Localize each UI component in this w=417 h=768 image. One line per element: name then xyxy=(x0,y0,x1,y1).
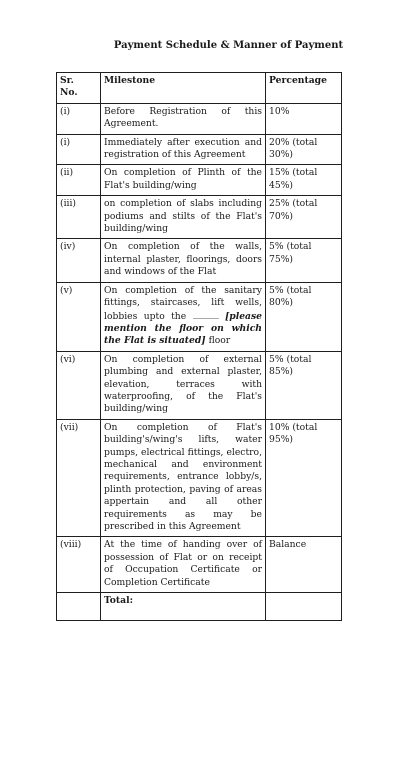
table-row xyxy=(57,537,342,593)
header-percentage: Percentage xyxy=(266,73,342,104)
row-milestone: On completion of external plumbing and external plaster, elevation, terraces with waterproofing, of the Flat's building/wing xyxy=(101,351,266,419)
row-sr: (vi) xyxy=(57,351,101,419)
row-milestone: On completion of the sanitary fittings, staircases, lift wells, lobbies upto the [please mention the floor on which the Flat is situated] floor xyxy=(101,282,266,351)
table-header-row xyxy=(57,73,342,104)
row-sr: (viii) xyxy=(57,537,101,593)
blank-line xyxy=(193,310,219,319)
row-sr: (iii) xyxy=(57,196,101,239)
row-percentage: Balance xyxy=(266,537,342,593)
row-sr: (i) xyxy=(57,134,101,165)
table-row xyxy=(57,239,342,282)
row-percentage: 5% (total 75%) xyxy=(266,239,342,282)
table-row xyxy=(57,351,342,419)
payment-schedule-table xyxy=(56,72,342,621)
row-milestone: Before Registration of this Agreement. xyxy=(101,103,266,134)
table-row xyxy=(57,282,342,351)
row-percentage: 15% (total 45%) xyxy=(266,165,342,196)
row-sr: (iv) xyxy=(57,239,101,282)
row-percentage: 20% (total 30%) xyxy=(266,134,342,165)
total-value-cell xyxy=(266,593,342,621)
row-sr: (ii) xyxy=(57,165,101,196)
total-label: Total: xyxy=(101,593,266,621)
table-row xyxy=(57,196,342,239)
total-row xyxy=(57,593,342,621)
row-percentage: 10% xyxy=(266,103,342,134)
row-percentage: 5% (total 80%) xyxy=(266,282,342,351)
row-milestone: On completion of Flat's building's/wing's lifts, water pumps, electrical fittings, electro, mechanical and environment requirements, entrance lobby/s, plinth protection, paving of areas appertain and all other requirements as may be prescribed in this Agreement xyxy=(101,419,266,537)
row-milestone: On completion of the walls, internal plaster, floorings, doors and windows of the Flat xyxy=(101,239,266,282)
placeholder-instruction: [please mention the floor on which the Flat is situated] xyxy=(104,310,263,347)
row-sr: (i) xyxy=(57,103,101,134)
row-percentage: 5% (total 85%) xyxy=(266,351,342,419)
header-sr-no: Sr. No. xyxy=(57,73,101,104)
row-sr: (v) xyxy=(57,282,101,351)
row-percentage: 10% (total 95%) xyxy=(266,419,342,537)
header-milestone: Milestone xyxy=(101,73,266,104)
row-sr: (vii) xyxy=(57,419,101,537)
row-milestone: On completion of Plinth of the Flat's building/wing xyxy=(101,165,266,196)
total-sr-cell xyxy=(57,593,101,621)
row-percentage: 25% (total 70%) xyxy=(266,196,342,239)
row-milestone: Immediately after execution and registration of this Agreement xyxy=(101,134,266,165)
table-row xyxy=(57,134,342,165)
row-milestone: on completion of slabs including podiums and stilts of the Flat's building/wing xyxy=(101,196,266,239)
page-title: Payment Schedule & Manner of Payment xyxy=(113,40,344,51)
row-milestone: At the time of handing over of possession of Flat or on receipt of Occupation Certificate or Completion Certificate xyxy=(101,537,266,593)
table-row xyxy=(57,419,342,537)
table-row xyxy=(57,165,342,196)
table-row xyxy=(57,103,342,134)
